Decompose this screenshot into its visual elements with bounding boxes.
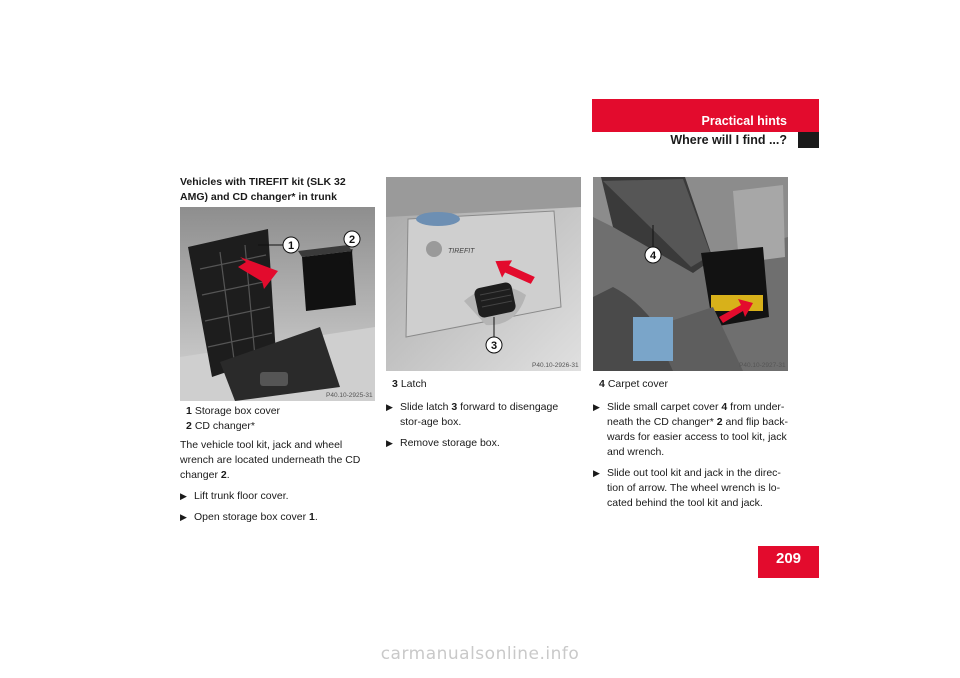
- watermark: carmanualsonline.info: [380, 644, 580, 664]
- callout-2: [344, 231, 360, 247]
- caption-4: 4 Carpet cover: [599, 378, 668, 390]
- callout-3: [486, 337, 502, 353]
- section-heading: Vehicles with TIREFIT kit (SLK 32 AMG) and CD changer* in trunk: [180, 176, 346, 203]
- column-2-text: [386, 377, 582, 451]
- triangle-bullet-icon: ▶: [593, 402, 600, 412]
- svg-text:2: 2: [348, 234, 356, 246]
- storage-box-illustration: [180, 207, 375, 401]
- column-3-text: [593, 377, 789, 511]
- callout-1: [283, 237, 299, 253]
- svg-text:1: 1: [287, 240, 295, 252]
- carpet-cover-illustration: [593, 177, 788, 371]
- triangle-bullet-icon: ▶: [386, 402, 393, 412]
- column-1: [180, 175, 376, 205]
- photo-latch: [386, 177, 581, 371]
- svg-text:TIREFIT: TIREFIT: [448, 248, 475, 255]
- callout-4: [645, 247, 661, 263]
- caption-2: 2 CD changer*: [186, 420, 255, 432]
- body-paragraph: The vehicle tool kit, jack and wheel wrench are located underneath the CD changer 2.: [180, 439, 361, 481]
- triangle-bullet-icon: ▶: [180, 491, 187, 501]
- step-item: ▶ Slide small carpet cover 4 from under-neath the CD changer* 2 and flip back-wards for easier access to tool kit, jack and wrench.: [593, 401, 788, 458]
- photo-carpet-cover: [593, 177, 788, 371]
- page-number-box: [758, 546, 819, 578]
- triangle-bullet-icon: ▶: [180, 512, 187, 522]
- step-item: ▶ Slide latch 3 forward to disengage stor-age box.: [386, 401, 559, 428]
- svg-text:P40.10-2925-31: P40.10-2925-31: [326, 392, 373, 399]
- step-item: ▶ Open storage box cover 1.: [180, 511, 318, 523]
- section-header: [592, 99, 819, 132]
- section-title: Practical hints: [701, 114, 787, 128]
- triangle-bullet-icon: ▶: [386, 438, 393, 448]
- page-number: 209: [775, 550, 802, 567]
- latch-illustration: [386, 177, 581, 371]
- caption-1: 1 Storage box cover: [186, 405, 281, 417]
- subsection-title: Where will I find ...?: [670, 133, 787, 147]
- step-item: ▶ Remove storage box.: [386, 437, 500, 449]
- header-marker: [798, 132, 819, 148]
- photo-storage-box: [180, 207, 375, 401]
- column-1-text: [180, 404, 376, 525]
- step-item: ▶ Slide out tool kit and jack in the direc-tion of arrow. The wheel wrench is lo-cated behind the tool kit and jack.: [593, 467, 781, 509]
- svg-text:P40.10-2926-31: P40.10-2926-31: [532, 362, 579, 369]
- svg-text:P40.10-2927-31: P40.10-2927-31: [739, 362, 786, 369]
- caption-3: 3 Latch: [392, 378, 427, 390]
- step-item: ▶ Lift trunk floor cover.: [180, 490, 289, 502]
- svg-text:3: 3: [490, 340, 498, 352]
- triangle-bullet-icon: ▶: [593, 468, 600, 478]
- svg-text:4: 4: [649, 250, 657, 262]
